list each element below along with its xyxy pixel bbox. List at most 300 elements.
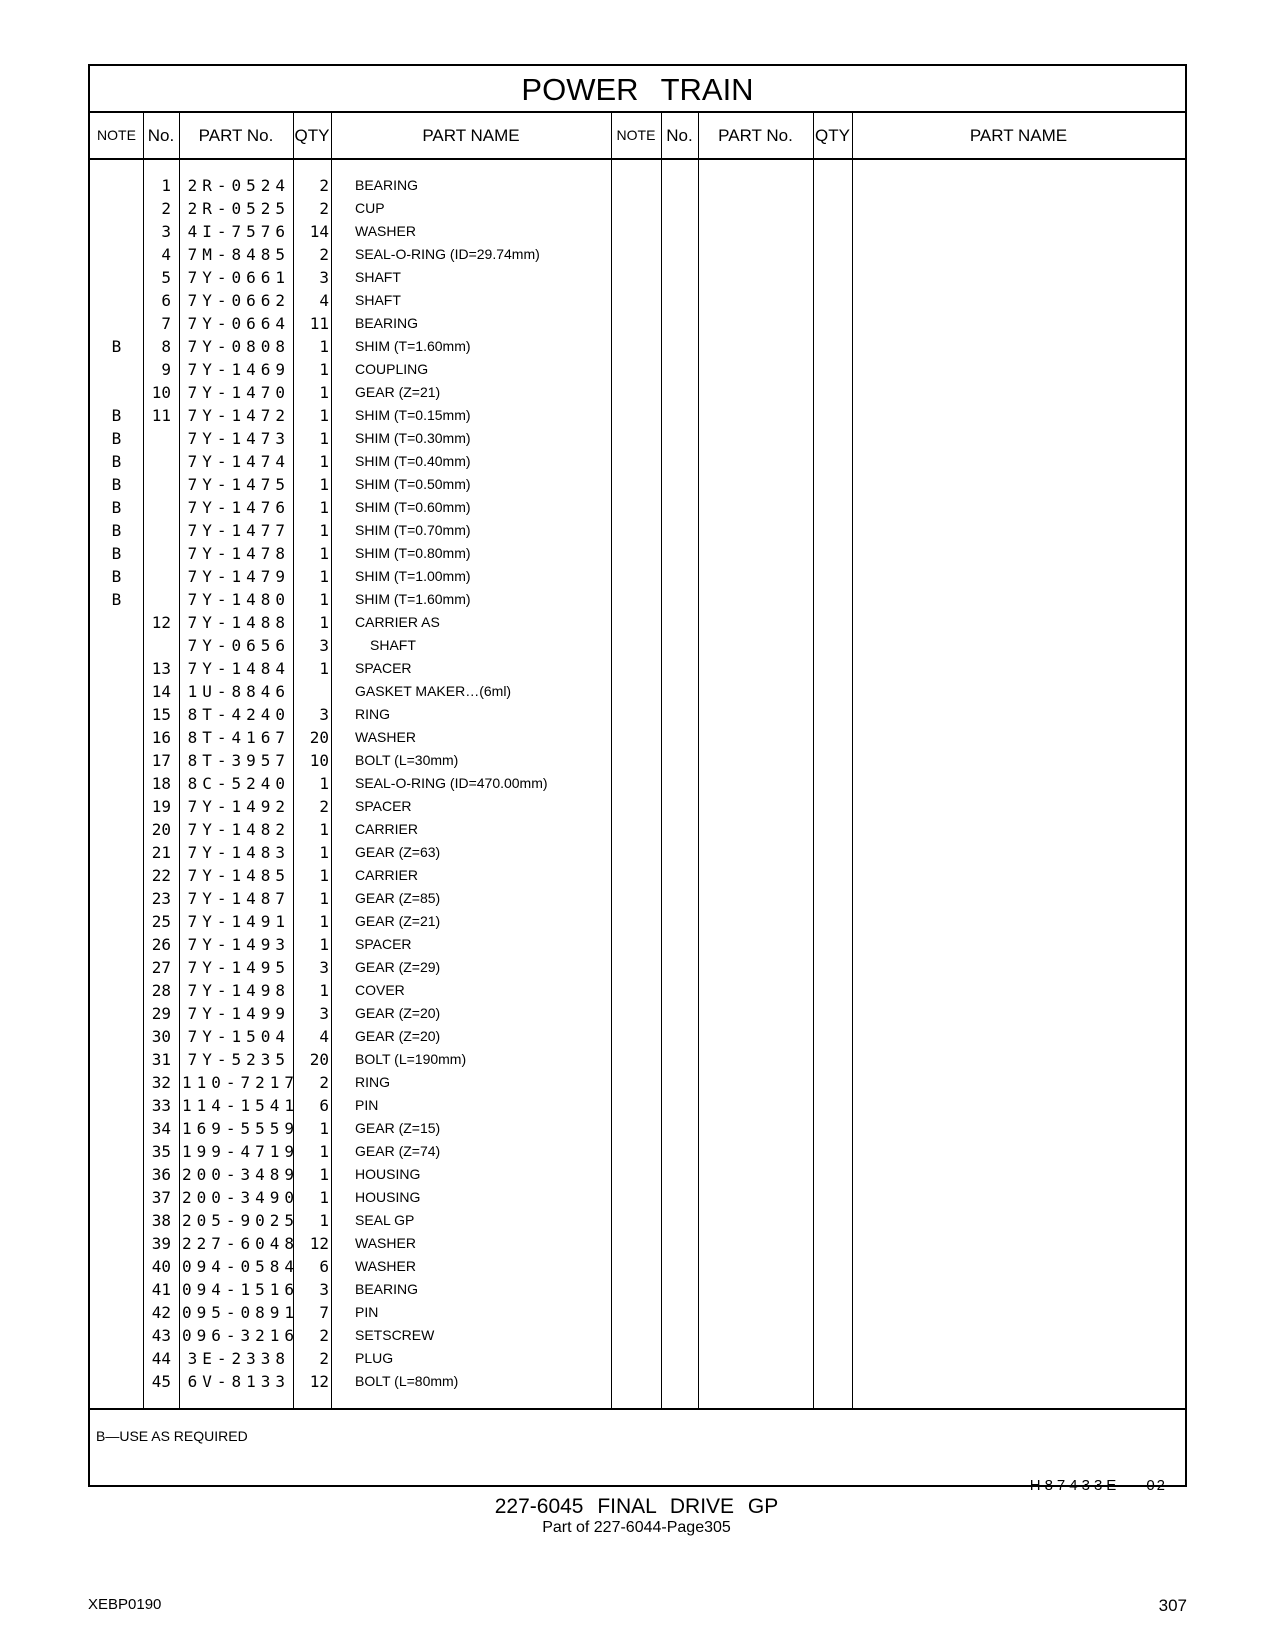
row-note: B (111, 475, 122, 494)
row-part-number: 2R-0524 (187, 176, 290, 195)
row-part-number: 7Y-1476 (187, 498, 290, 517)
row-part-number: 7Y-1478 (187, 544, 290, 563)
row-note (90, 1186, 143, 1209)
row-number: 40 (151, 1257, 171, 1276)
row-part-name: SHAFT (355, 269, 401, 285)
row-note (90, 174, 143, 197)
table-row (90, 197, 1185, 220)
row-note (90, 266, 143, 289)
row-part-name: SHIM (T=1.60mm) (355, 338, 471, 354)
row-part-number: 7Y-0808 (187, 337, 290, 356)
row-part-name: RING (355, 706, 390, 722)
row-note (90, 1232, 143, 1255)
row-note: B (111, 452, 122, 471)
table-row (90, 1278, 1185, 1301)
row-number: 39 (151, 1234, 171, 1253)
row-quantity: 2 (319, 797, 329, 816)
row-part-name: SEAL-O-RING (ID=470.00mm) (355, 775, 548, 791)
row-number (143, 542, 171, 565)
row-note (90, 312, 143, 335)
row-part-name: GEAR (Z=15) (355, 1120, 441, 1136)
row-quantity: 2 (319, 1326, 329, 1345)
row-number: 1 (161, 176, 171, 195)
table-row (90, 956, 1185, 979)
row-number: 45 (151, 1372, 171, 1391)
row-quantity: 20 (309, 728, 329, 747)
row-note (90, 1278, 143, 1301)
row-part-number: 7Y-0662 (187, 291, 290, 310)
table-row (90, 818, 1185, 841)
row-quantity: 11 (309, 314, 329, 333)
row-part-number: 7Y-1498 (187, 981, 290, 1000)
table-row (90, 335, 1185, 358)
table-row (90, 657, 1185, 680)
row-part-number: 7Y-1499 (187, 1004, 290, 1023)
row-part-number: 110-7217 (182, 1073, 300, 1092)
row-part-name: WASHER (355, 1235, 416, 1251)
row-number: 7 (161, 314, 171, 333)
footnote: B—USE AS REQUIRED (96, 1428, 248, 1444)
row-note (90, 956, 143, 979)
row-quantity: 6 (319, 1257, 329, 1276)
row-quantity (303, 680, 329, 703)
row-quantity: 3 (319, 705, 329, 724)
row-part-name: SHIM (T=0.40mm) (355, 453, 471, 469)
row-number: 38 (151, 1211, 171, 1230)
row-quantity: 2 (319, 199, 329, 218)
parts-list (90, 174, 1185, 1393)
row-number: 16 (151, 728, 171, 747)
table-row (90, 174, 1185, 197)
row-note (90, 1117, 143, 1140)
table-row (90, 1025, 1185, 1048)
row-part-name: SHIM (T=0.15mm) (355, 407, 471, 423)
row-note (90, 1071, 143, 1094)
row-note (90, 634, 143, 657)
row-part-name: BOLT (L=190mm) (355, 1051, 467, 1067)
row-number: 29 (151, 1004, 171, 1023)
row-part-name: GEAR (Z=20) (355, 1028, 441, 1044)
row-part-name: BEARING (355, 315, 419, 331)
table-row (90, 565, 1185, 588)
row-part-number: 7Y-1495 (187, 958, 290, 977)
row-number (143, 634, 171, 657)
table-row (90, 358, 1185, 381)
row-number (143, 496, 171, 519)
drawing-code-text: H87433E (1029, 1477, 1121, 1494)
table-body (90, 160, 1185, 1410)
row-number: 14 (151, 682, 171, 701)
row-quantity: 6 (319, 1096, 329, 1115)
row-part-number: 169-5559 (182, 1119, 300, 1138)
row-note (90, 795, 143, 818)
table-row (90, 1370, 1185, 1393)
table-row (90, 864, 1185, 887)
row-part-number: 7Y-1485 (187, 866, 290, 885)
row-part-name: WASHER (355, 223, 416, 239)
row-part-number: 7Y-0664 (187, 314, 290, 333)
header-no-right: No. (666, 126, 693, 145)
row-part-number: 7Y-1491 (187, 912, 290, 931)
drawing-code (1030, 1477, 1167, 1494)
row-part-number: 2R-0525 (187, 199, 290, 218)
row-part-name: GEAR (Z=63) (355, 844, 441, 860)
row-quantity: 1 (319, 337, 329, 356)
row-part-name: COVER (355, 982, 405, 998)
row-note (90, 358, 143, 381)
row-note (90, 289, 143, 312)
row-quantity: 1 (319, 981, 329, 1000)
row-quantity: 1 (319, 567, 329, 586)
row-part-number: 7Y-1493 (187, 935, 290, 954)
table-row (90, 1209, 1185, 1232)
row-note (90, 1025, 143, 1048)
row-part-name: RING (355, 1074, 390, 1090)
row-note (90, 1324, 143, 1347)
row-number: 34 (151, 1119, 171, 1138)
table-row (90, 772, 1185, 795)
table-row (90, 726, 1185, 749)
row-quantity: 1 (319, 820, 329, 839)
table-row (90, 404, 1185, 427)
row-quantity: 1 (319, 889, 329, 908)
row-note (90, 381, 143, 404)
row-quantity: 2 (319, 1073, 329, 1092)
row-note (90, 1094, 143, 1117)
row-part-name: GEAR (Z=20) (355, 1005, 441, 1021)
row-number: 11 (151, 406, 171, 425)
row-quantity: 1 (319, 1165, 329, 1184)
table-row (90, 611, 1185, 634)
row-number: 37 (151, 1188, 171, 1207)
row-part-number: 7Y-0661 (187, 268, 290, 287)
row-part-number: 200-3489 (182, 1165, 300, 1184)
row-part-number: 7Y-1472 (187, 406, 290, 425)
row-part-number: 7Y-5235 (187, 1050, 290, 1069)
row-quantity: 2 (319, 176, 329, 195)
row-note (90, 910, 143, 933)
row-part-number: 8T-4240 (187, 705, 290, 724)
row-part-name: SPACER (355, 660, 412, 676)
row-note (90, 1002, 143, 1025)
row-number (143, 473, 171, 496)
row-part-name: CARRIER (355, 867, 419, 883)
row-note: B (111, 406, 122, 425)
row-quantity: 10 (309, 751, 329, 770)
table-row (90, 1163, 1185, 1186)
row-part-number: 095-0891 (182, 1303, 300, 1322)
row-quantity: 1 (319, 866, 329, 885)
row-part-name: HOUSING (355, 1166, 421, 1182)
row-note (90, 864, 143, 887)
row-note (90, 979, 143, 1002)
table-row (90, 312, 1185, 335)
row-note: B (111, 337, 122, 356)
table-row (90, 933, 1185, 956)
row-quantity: 1 (319, 360, 329, 379)
row-quantity: 1 (319, 406, 329, 425)
table-row (90, 220, 1185, 243)
row-number: 44 (151, 1349, 171, 1368)
row-part-name: SHIM (T=0.30mm) (355, 430, 471, 446)
row-part-number: 199-4719 (182, 1142, 300, 1161)
row-note (90, 841, 143, 864)
row-quantity: 1 (319, 498, 329, 517)
row-number: 10 (151, 383, 171, 402)
row-quantity: 7 (319, 1303, 329, 1322)
row-part-number: 7Y-1483 (187, 843, 290, 862)
row-note (90, 243, 143, 266)
header-part-no-right: PART No. (718, 126, 793, 145)
row-part-number: 7M-8485 (187, 245, 290, 264)
row-note (90, 197, 143, 220)
row-note: B (111, 544, 122, 563)
row-number: 2 (161, 199, 171, 218)
row-quantity: 1 (319, 383, 329, 402)
row-note: B (111, 521, 122, 540)
table-header (90, 113, 1185, 160)
row-part-name: BEARING (355, 1281, 419, 1297)
row-number: 28 (151, 981, 171, 1000)
row-quantity: 1 (319, 912, 329, 931)
row-part-name: BEARING (355, 177, 419, 193)
row-part-number: 7Y-1492 (187, 797, 290, 816)
row-number: 33 (151, 1096, 171, 1115)
revision-number: 02 (1146, 1477, 1167, 1494)
row-part-number: 1U-8846 (187, 682, 290, 701)
caption-title: 227-6045 FINAL DRIVE GP (494, 1495, 779, 1518)
row-part-name: COUPLING (355, 361, 429, 377)
table-row (90, 1117, 1185, 1140)
row-number: 5 (161, 268, 171, 287)
row-note (90, 680, 143, 703)
row-part-name: CARRIER AS (355, 614, 440, 630)
row-number: 35 (151, 1142, 171, 1161)
section-title-bar (90, 66, 1185, 113)
row-part-number: 7Y-1488 (187, 613, 290, 632)
row-number (143, 427, 171, 450)
row-part-name: PLUG (355, 1350, 394, 1366)
row-note (90, 220, 143, 243)
row-quantity: 4 (319, 291, 329, 310)
row-part-name: SHAFT (370, 637, 416, 653)
row-part-number: 8T-4167 (187, 728, 290, 747)
table-row (90, 243, 1185, 266)
row-part-name: GASKET MAKER…(6ml) (355, 683, 512, 699)
row-number: 18 (151, 774, 171, 793)
header-part-no: PART No. (198, 126, 274, 145)
row-part-number: 8T-3957 (187, 751, 290, 770)
row-quantity: 1 (319, 659, 329, 678)
parts-table-frame (88, 64, 1187, 1494)
row-quantity: 1 (319, 452, 329, 471)
row-number: 19 (151, 797, 171, 816)
table-row (90, 703, 1185, 726)
header-note: NOTE (97, 127, 136, 143)
row-note: B (111, 590, 122, 609)
table-row (90, 749, 1185, 772)
row-quantity: 1 (319, 521, 329, 540)
row-number: 15 (151, 705, 171, 724)
row-quantity: 1 (319, 544, 329, 563)
table-row (90, 841, 1185, 864)
header-note-right: NOTE (616, 127, 656, 143)
table-row (90, 1140, 1185, 1163)
row-part-name: CARRIER (355, 821, 419, 837)
row-part-name: SHIM (T=0.60mm) (355, 499, 471, 515)
row-part-number: 7Y-1477 (187, 521, 290, 540)
row-number: 27 (151, 958, 171, 977)
table-row (90, 680, 1185, 703)
row-quantity: 1 (319, 429, 329, 448)
figure-caption (0, 1495, 1273, 1537)
row-part-number: 6V-8133 (187, 1372, 290, 1391)
row-number (143, 565, 171, 588)
table-row (90, 1186, 1185, 1209)
row-part-number: 094-1516 (182, 1280, 300, 1299)
row-part-name: SHIM (T=1.00mm) (355, 568, 471, 584)
row-quantity: 1 (319, 1211, 329, 1230)
row-quantity: 4 (319, 1027, 329, 1046)
table-row (90, 519, 1185, 542)
row-note: B (111, 567, 122, 586)
row-part-name: HOUSING (355, 1189, 421, 1205)
table-row (90, 1002, 1185, 1025)
row-part-name: SHIM (T=0.50mm) (355, 476, 471, 492)
row-number (143, 588, 171, 611)
row-number: 20 (151, 820, 171, 839)
table-row (90, 1071, 1185, 1094)
row-quantity: 3 (319, 958, 329, 977)
row-part-name: WASHER (355, 729, 416, 745)
row-number: 9 (161, 360, 171, 379)
row-number: 42 (151, 1303, 171, 1322)
row-number: 12 (151, 613, 171, 632)
row-part-number: 7Y-1469 (187, 360, 290, 379)
row-number (143, 519, 171, 542)
row-part-name: PIN (355, 1097, 379, 1113)
row-number: 25 (151, 912, 171, 931)
row-part-name: SPACER (355, 936, 412, 952)
row-quantity: 3 (319, 636, 329, 655)
row-part-number: 094-0584 (182, 1257, 300, 1276)
row-note (90, 726, 143, 749)
row-part-number: 114-1541 (182, 1096, 300, 1115)
row-note (90, 933, 143, 956)
row-quantity: 1 (319, 1119, 329, 1138)
row-part-name: GEAR (Z=85) (355, 890, 441, 906)
row-part-name: SETSCREW (355, 1327, 435, 1343)
row-part-number: 7Y-1474 (187, 452, 290, 471)
row-number: 43 (151, 1326, 171, 1345)
row-quantity: 1 (319, 475, 329, 494)
table-row (90, 266, 1185, 289)
row-note (90, 611, 143, 634)
row-note: B (111, 429, 122, 448)
row-part-number: 096-3216 (182, 1326, 300, 1345)
table-row (90, 910, 1185, 933)
row-number: 22 (151, 866, 171, 885)
row-quantity: 14 (309, 222, 329, 241)
row-part-name: GEAR (Z=21) (355, 384, 441, 400)
row-note (90, 1255, 143, 1278)
header-part-name: PART NAME (422, 126, 520, 145)
row-quantity: 3 (319, 1004, 329, 1023)
row-note (90, 703, 143, 726)
header-no: No. (147, 126, 175, 145)
row-note (90, 749, 143, 772)
row-part-number: 7Y-1470 (187, 383, 290, 402)
row-note (90, 1163, 143, 1186)
row-part-number: 7Y-0656 (187, 636, 290, 655)
row-number: 32 (151, 1073, 171, 1092)
row-quantity: 1 (319, 1188, 329, 1207)
row-part-number: 205-9025 (182, 1211, 300, 1230)
table-row (90, 542, 1185, 565)
table-row (90, 1324, 1185, 1347)
table-row (90, 795, 1185, 818)
row-part-name: SHAFT (355, 292, 401, 308)
row-part-number: 3E-2338 (187, 1349, 290, 1368)
row-quantity: 1 (319, 843, 329, 862)
table-row (90, 887, 1185, 910)
table-row (90, 473, 1185, 496)
row-quantity: 1 (319, 935, 329, 954)
table-row (90, 588, 1185, 611)
row-quantity: 3 (319, 1280, 329, 1299)
table-row (90, 289, 1185, 312)
row-part-name: SEAL GP (355, 1212, 415, 1228)
row-part-name: SEAL-O-RING (ID=29.74mm) (355, 246, 540, 262)
table-row (90, 1094, 1185, 1117)
row-part-number: 200-3490 (182, 1188, 300, 1207)
row-number: 17 (151, 751, 171, 770)
row-number: 21 (151, 843, 171, 862)
row-part-number: 227-6048 (182, 1234, 300, 1253)
row-note (90, 887, 143, 910)
row-note (90, 657, 143, 680)
table-row (90, 979, 1185, 1002)
row-part-number: 7Y-1475 (187, 475, 290, 494)
row-part-name: SHIM (T=1.60mm) (355, 591, 471, 607)
row-part-name: BOLT (L=30mm) (355, 752, 459, 768)
row-quantity: 2 (319, 1349, 329, 1368)
caption-subtitle: Part of 227-6044-Page305 (542, 1519, 731, 1536)
row-part-name: GEAR (Z=21) (355, 913, 441, 929)
row-quantity: 1 (319, 1142, 329, 1161)
row-note (90, 1370, 143, 1393)
row-note (90, 1347, 143, 1370)
row-part-number: 4I-7576 (187, 222, 290, 241)
section-title: POWER TRAIN (521, 72, 754, 107)
page-number: 307 (1158, 1596, 1187, 1615)
row-number (143, 450, 171, 473)
row-part-name: GEAR (Z=74) (355, 1143, 441, 1159)
row-quantity: 2 (319, 245, 329, 264)
row-number: 31 (151, 1050, 171, 1069)
row-number: 8 (161, 337, 171, 356)
table-row (90, 634, 1185, 657)
row-note (90, 818, 143, 841)
row-quantity: 1 (319, 774, 329, 793)
row-part-name: GEAR (Z=29) (355, 959, 441, 975)
row-number: 41 (151, 1280, 171, 1299)
row-part-number: 7Y-1487 (187, 889, 290, 908)
row-note: B (111, 498, 122, 517)
row-number: 26 (151, 935, 171, 954)
row-note (90, 772, 143, 795)
row-number: 36 (151, 1165, 171, 1184)
